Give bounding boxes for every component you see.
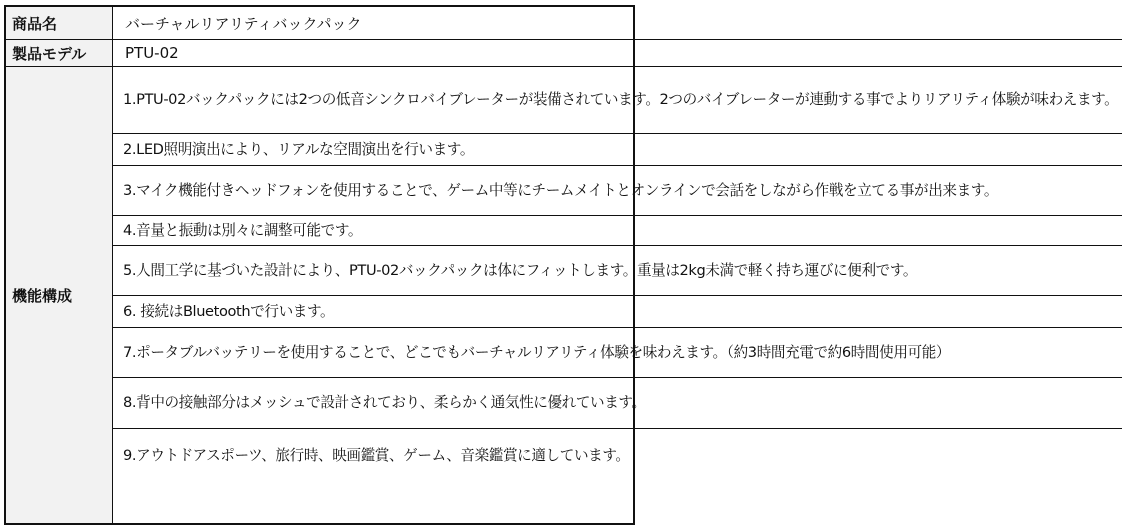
feature-item-4: 4.音量と振動は別々に調整可能です。 <box>113 216 1122 246</box>
feature-item-7: 7.ポータブルバッテリーを使用することで、どこでもバーチャルリアリティ体験を味わえます。（約3時間充電で約6時間使用可能） <box>113 328 1122 378</box>
features-label: 機能構成 <box>6 67 113 523</box>
model-value: PTU-02 <box>113 40 1122 67</box>
product-name-value: バーチャルリアリティバックパック <box>113 7 1122 40</box>
product-name-label: 商品名 <box>6 7 113 40</box>
feature-item-3: 3.マイク機能付きヘッドフォンを使用することで、ゲーム中等にチームメイトとオンラインで会話をしながら作戦を立てる事が出来ます。 <box>113 166 1122 216</box>
model-label: 製品モデル <box>6 40 113 67</box>
feature-item-9: 9.アウトドアスポーツ、旅行時、映画鑑賞、ゲーム、音楽鑑賞に適しています。 <box>123 447 630 464</box>
feature-item-2: 2.LED照明演出により、リアルな空間演出を行います。 <box>113 134 1122 166</box>
feature-item-5: 5.人間工学に基づいた設計により、PTU-02バックパックは体にフィットします。重量は2kg未満で軽く持ち運びに便利です。 <box>113 246 1122 296</box>
feature-item-6: 6. 接続はBluetoothで行います。 <box>113 296 1122 328</box>
spec-table <box>4 5 1119 525</box>
feature-item-8: 8.背中の接触部分はメッシュで設計されており、柔らかく通気性に優れています。 <box>113 378 1122 429</box>
features-list <box>113 67 1122 523</box>
feature-item-1: 1.PTU-02バックパックには2つの低音シンクロバイブレーターが装備されています。2つのバイブレーターが連動する事でよりリアリティ体験が味わえます。 <box>113 67 1122 134</box>
